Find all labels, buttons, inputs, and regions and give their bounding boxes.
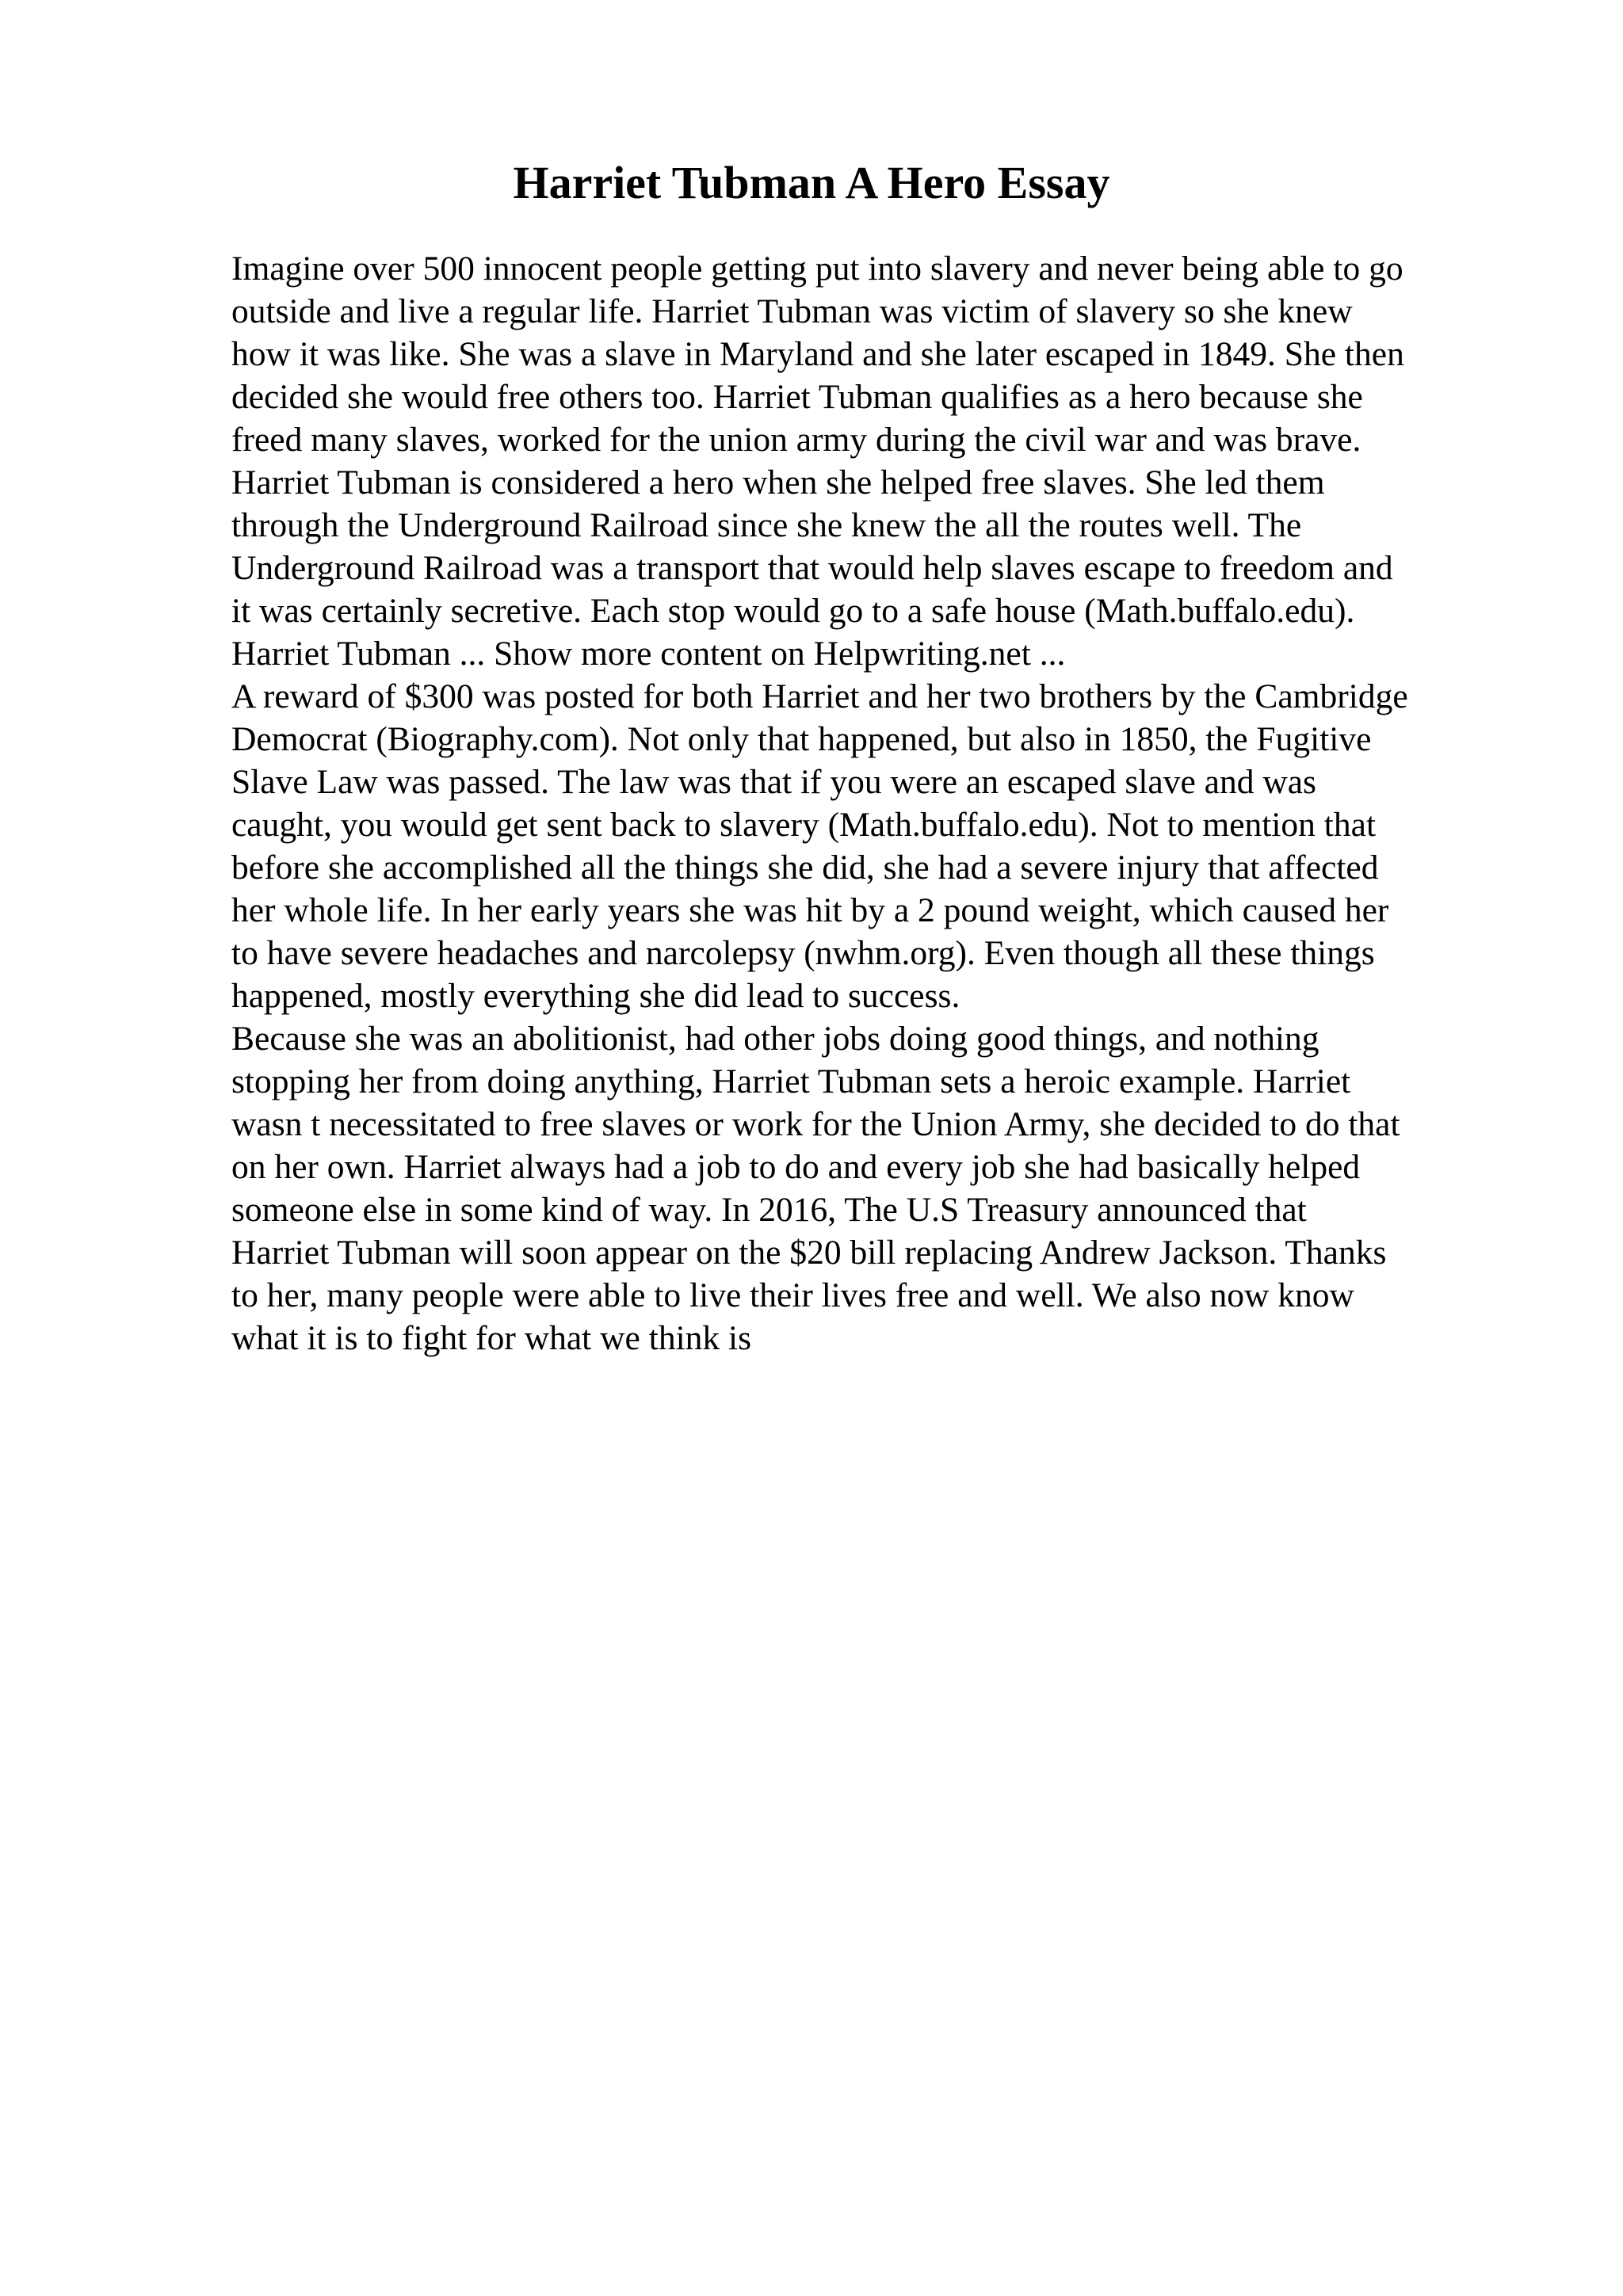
text-line: A reward of $300 was posted for both Harriet and her two brothers by the Cambridge	[231, 677, 1408, 715]
text-line: before she accomplished all the things she did, she had a severe injury that affected	[231, 849, 1379, 887]
text-line: through the Underground Railroad since she knew the all the routes well. The	[231, 506, 1302, 544]
text-line: on her own. Harriet always had a job to do and every job she had basically helped	[231, 1148, 1361, 1186]
text-line: outside and live a regular life. Harriet Tubman was victim of slavery so she knew	[231, 292, 1353, 330]
text-line: stopping her from doing anything, Harriet Tubman sets a heroic example. Harriet	[231, 1062, 1351, 1100]
text-line: to her, many people were able to live their lives free and well. We also now know	[231, 1276, 1354, 1314]
essay-body	[231, 247, 1515, 1360]
text-line: what it is to fight for what we think is	[231, 1319, 752, 1357]
text-line: how it was like. She was a slave in Maryland and she later escaped in 1849. She then	[231, 335, 1404, 373]
text-line: decided she would free others too. Harriet Tubman qualifies as a hero because she	[231, 378, 1363, 416]
page-title: Harriet Tubman A Hero Essay	[513, 157, 1110, 208]
text-line: Because she was an abolitionist, had other jobs doing good things, and nothing	[231, 1020, 1319, 1058]
text-line: it was certainly secretive. Each stop would go to a safe house (Math.buffalo.edu).	[231, 592, 1355, 630]
text-line: someone else in some kind of way. In 2016, The U.S Treasury announced that	[231, 1191, 1307, 1229]
text-line: wasn t necessitated to free slaves or work for the Union Army, she decided to do that	[231, 1105, 1400, 1143]
text-line: Underground Railroad was a transport that would help slaves escape to freedom and	[231, 549, 1393, 587]
text-line: Democrat (Biography.com). Not only that happened, but also in 1850, the Fugitive	[231, 720, 1372, 758]
text-line: Imagine over 500 innocent people getting put into slavery and never being able to go	[231, 250, 1403, 288]
text-line: her whole life. In her early years she was hit by a 2 pound weight, which caused her	[231, 891, 1389, 929]
text-line: happened, mostly everything she did lead to success.	[231, 977, 960, 1015]
text-line: caught, you would get sent back to slavery (Math.buffalo.edu). Not to mention that	[231, 806, 1377, 844]
text-line: Harriet Tubman is considered a hero when she helped free slaves. She led them	[231, 463, 1325, 502]
text-line: Harriet Tubman ... Show more content on Helpwriting.net ...	[231, 635, 1066, 673]
text-line: Slave Law was passed. The law was that if you were an escaped slave and was	[231, 763, 1316, 801]
text-line: to have severe headaches and narcolepsy (nwhm.org). Even though all these things	[231, 934, 1375, 972]
text-line: freed many slaves, worked for the union army during the civil war and was brave.	[231, 421, 1361, 459]
text-line: Harriet Tubman will soon appear on the $20 bill replacing Andrew Jackson. Thanks	[231, 1234, 1387, 1272]
